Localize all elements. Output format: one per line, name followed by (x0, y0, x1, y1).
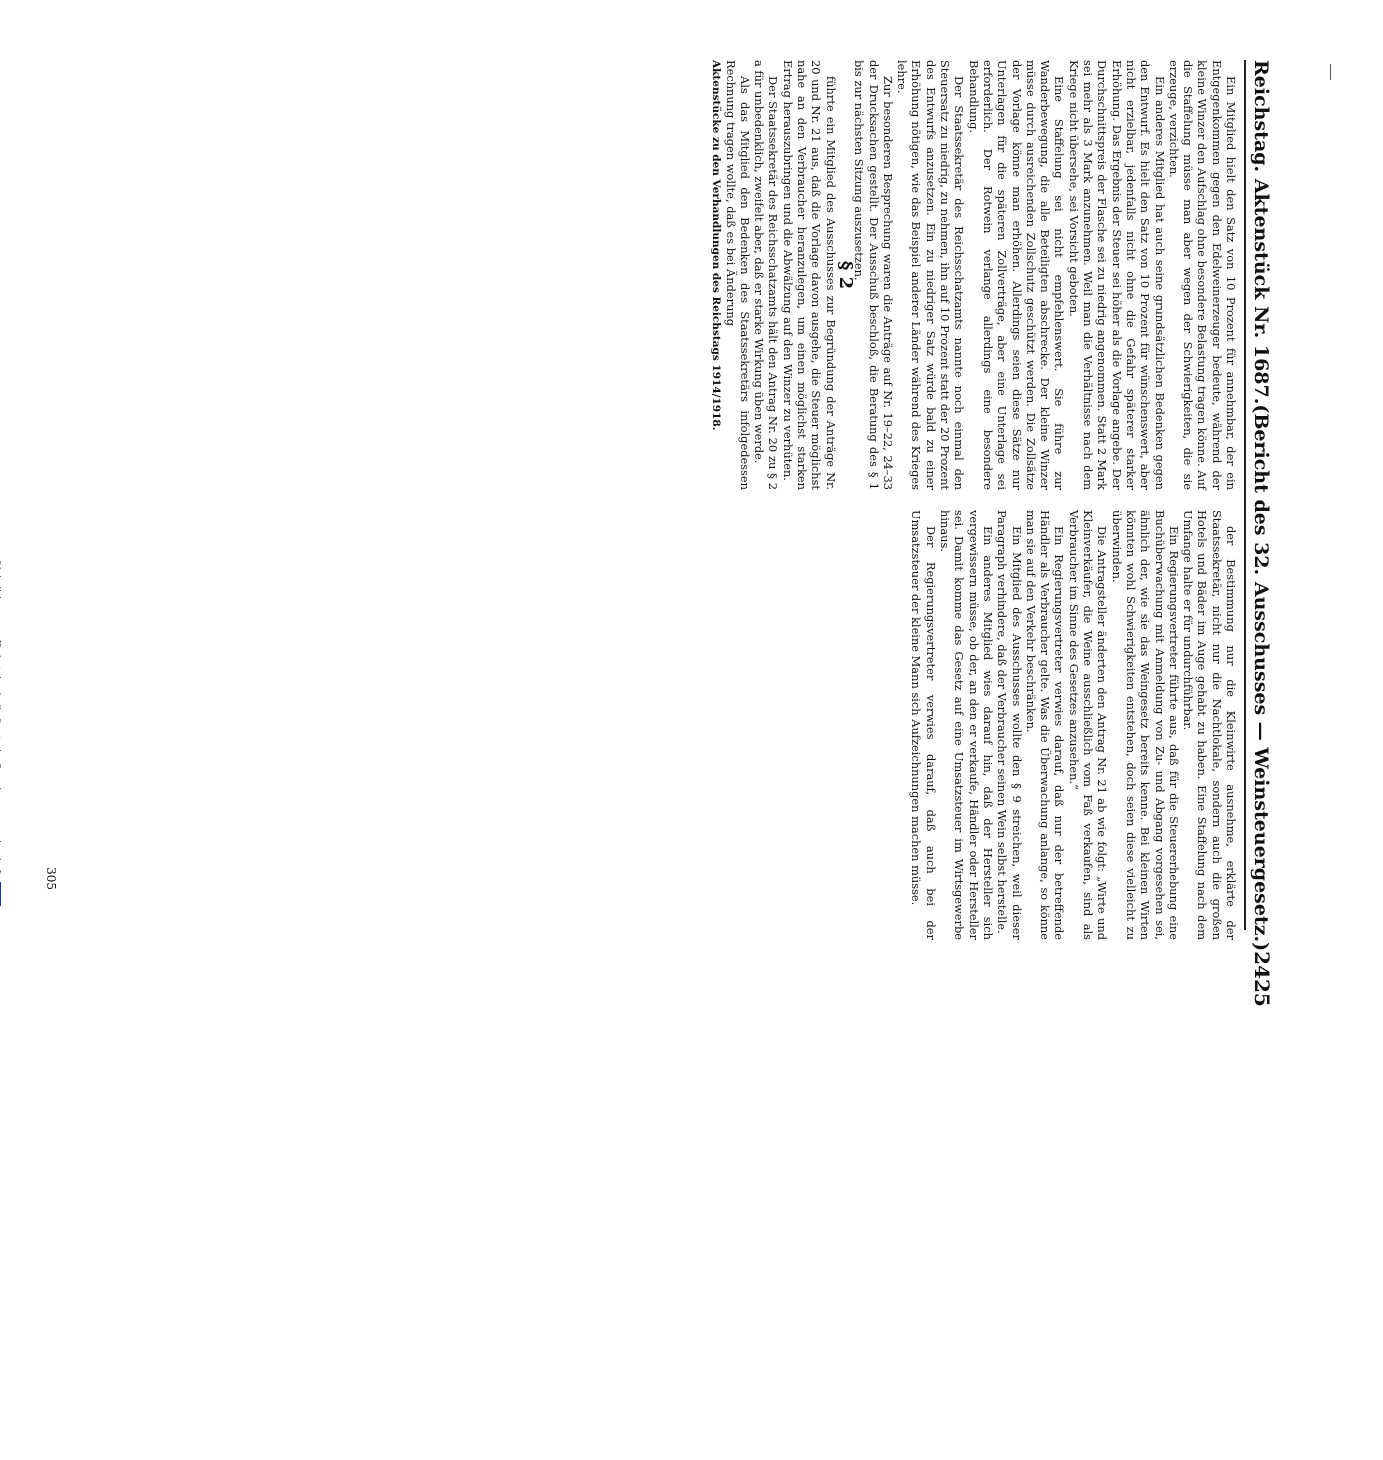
paragraph: Der Staatssekretär des Reichsschatzamts hält den Antrag Nr. 20 zu § 2 a für unbedenklich, zweifelt aber, daß er starke Wirkung üben werde. (752, 60, 781, 490)
header-left: Reichstag. Aktenstück Nr. 1687. (1250, 60, 1272, 405)
paragraph: führte ein Mitglied des Ausschusses zur Begründung der Anträge Nr. 20 und Nr. 21 aus, daß die Vorlage davon ausgehe, die Steuer möglichst nahe an den Verbraucher heranzulegen, um einen möglichst starken Ertrag herauszubringen und die Abwälzung auf den Winzer zu verhüten. (780, 60, 838, 490)
paragraph: Ein Regierungsvertreter führte aus, daß für die Steuererhebung eine Buchüberwachung mit Anmeldung von Zu- und Abgang vorgesehen sei, ähnlich der, wie sie das Weingesetz bereits kenne. Bei kleinen Wirten könnten wohl Schwierigkeiten entstehen, doch seien diese vielleicht zu überwinden. (1109, 510, 1181, 940)
left-column (709, 60, 1238, 490)
funding-note (0, 560, 6, 1460)
paragraph: Ein anderes Mitglied hat auch seine grundsätzlichen Bedenken gegen den Entwurf. Es hielt den Satz von 10 Prozent für wünschenswert, aber nicht erzielbar, jedenfalls nicht ohne die Gefahr späterer starker Erhöhung. Das Ergebnis der Steuer sei höher als die Vorlage angebe. Der Durchschnittspreis der Flasche sei zu niedrig angenommen. Statt 2 Mark sei mehr als 3 Mark anzunehmen. Weil man die Verhältnisse nach dem Kriege nicht übersehe, sei Vorsicht geboten. (1066, 60, 1167, 490)
paragraph: Der Regierungsvertreter verwies darauf, daß auch bei der Umsatzsteuer der kleine Mann sich Aufzeichnungen machen müsse. (909, 510, 938, 940)
paragraph: Ein Mitglied des Ausschusses wollte den § 9 streichen, weil dieser Paragraph verhindere, daß der Verbraucher seinen Wein selbst herstelle. (995, 510, 1024, 940)
footnote: Aktenstücke zu den Verhandlungen des Reichstags 1914/1918. (710, 60, 723, 431)
bottom-page-number: 305 (44, 867, 58, 890)
section-heading: § 2 (834, 260, 856, 290)
paragraph: Zur besonderen Besprechung waren die Anträge auf Nr. 19–22, 24–33 der Drucksachen gestellt. Der Ausschuß beschloß, die Beratung des § 1 bis zur nächsten Sitzung auszusetzen. (852, 60, 895, 490)
right-column (909, 510, 1238, 940)
paragraph: Der Staatssekretär des Reichsschatzamts nannte noch einmal den Steuersatz zu niedrig, zu nehmen, ihn auf 10 Prozent statt der 20 Prozent des Entwurfs anzusetzen. Ein zu niedriger Satz würde bald zu einer Erhöhung nötigen, wie das Beispiel anderer Länder während des Krieges lehre. (895, 60, 967, 490)
paragraph: Ein Mitglied hielt den Satz von 10 Prozent für annehmbar, der ein Entgegenkommen gegen den Edelweinerzeuger bedeute, während der kleine Winzer den Aufschlag ohne besondere Belastung tragen könne. Auf die Staffelung müsse man aber wegen der Schwierigkeiten, die sie erzeuge, verzichten. (1166, 60, 1238, 490)
header-right: (Bericht des 32. Ausschusses — Weinsteuergesetz.) (1250, 404, 1272, 952)
paragraph: Die Antragsteller änderten den Antrag Nr. 21 ab wie folgt: „Wirte und Kleinverkäufer, die Weine ausschließlich vom Faß verkaufen, sind als Verbraucher im Sinne des Gesetzes anzusehen.“ (1066, 510, 1110, 940)
paragraph: Ein anderes Mitglied wies darauf hin, daß der Hersteller sich vergewissern müsse, ob der, an den er verkaufe, Händler oder Hersteller sei. Damit komme das Gesetz auf eine Umsatzsteuer im Wirtsgewerbe hinaus. (938, 510, 995, 940)
margin-mark (1330, 64, 1331, 80)
paragraph: Ein Regierungsvertreter verwies darauf, daß nur der betreffende Händler als Verbraucher gelte. Was die Überwachung anlange, so könne man sie auf den Verkehr beschränken. (1023, 510, 1067, 940)
header-page-number: 2425 (1250, 951, 1274, 1007)
page-header (1244, 60, 1284, 1007)
funding-text (0, 560, 1, 876)
paragraph: Als das Mitglied den Bedenken des Staatssekretärs infolgedessen Rechnung tragen wollte, daß es bei Änderung (723, 60, 752, 490)
dfg-logo (0, 882, 2, 907)
paragraph: Eine Staffelung sei nicht empfehlenswert. Sie führe zur Wanderbewegung, die alle Beteiligten abschrecke. Der kleine Winzer müsse durch ausreichenden Zollschutz geschützt werden. Die Zollsätze der Vorlage könne man erhöhen. Allerdings seien diese Sätze nur Unterlagen für die späteren Zollverträge, aber eine Unterlage sei erforderlich. Der Rotwein verlange allerdings eine besondere Behandlung. (966, 60, 1067, 490)
paragraph: der Bestimmung nur die Kleinwirte ausnehme, erklärte der Staatssekretär, nicht nur die Nachtlokale, sondern auch die großen Hotels und Bäder im Auge gehabt zu haben. Eine Staffelung nach dem Umfange halte er für undurchführbar. (1181, 510, 1238, 940)
